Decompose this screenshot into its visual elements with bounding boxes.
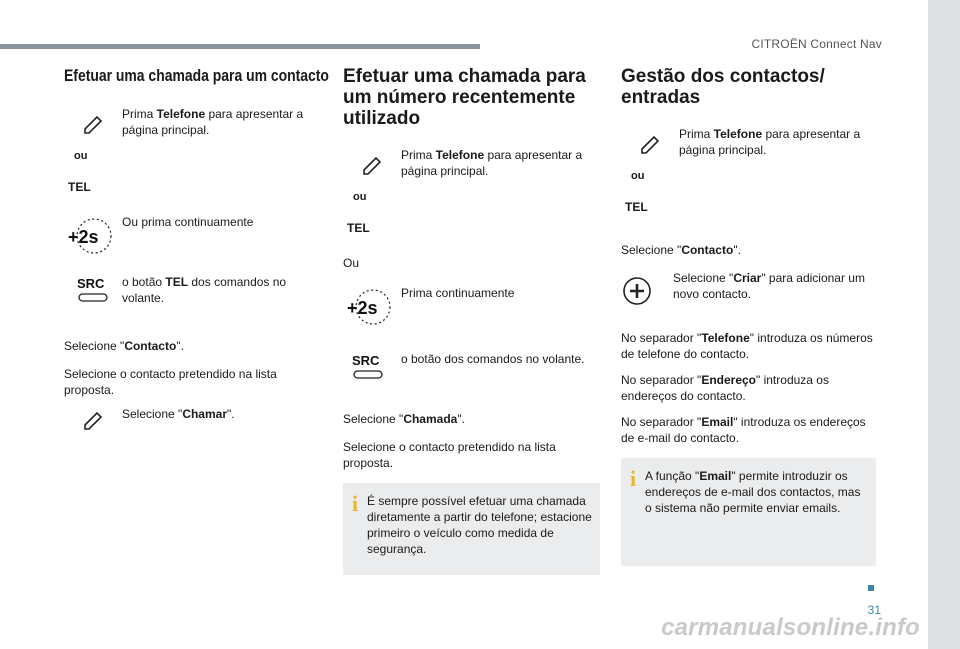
paragraph: Selecione "Chamada". [343, 412, 465, 426]
pen-icon [639, 134, 661, 156]
page-marker [868, 585, 874, 591]
svg-text:+2s: +2s [68, 227, 99, 247]
header-bar [0, 44, 480, 49]
page-number: 31 [867, 603, 881, 617]
info-box: i É sempre possível efetuar uma chamada diretamente a partir do telefone; estacione primeiro o veículo como medida de segurança. [343, 483, 600, 575]
pen-icon [82, 410, 104, 432]
paragraph: Selecione "Contacto". [64, 339, 184, 353]
svg-text:+2s: +2s [347, 298, 378, 318]
pen-icon [361, 155, 383, 177]
step-press-phone: Prima Telefone para apresentar a página principal. [64, 106, 322, 150]
step-create: Selecione "Criar" para adicionar um novo contacto. [621, 270, 876, 322]
section-title: Gestão dos contactos/ entradas [621, 66, 825, 108]
svg-text:SRC: SRC [352, 353, 380, 368]
info-box: i A função "Email" permite introduzir os endereços de e-mail dos contactos, mas o sistema não permite enviar emails. [621, 458, 876, 566]
step-src: SRC o botão dos comandos no volante. [343, 351, 600, 401]
add-circle-icon [622, 276, 652, 306]
section-call-recent [343, 66, 600, 575]
src-button-icon [76, 275, 110, 305]
hold-2s-icon [66, 214, 114, 258]
info-icon: i [630, 466, 637, 491]
section-title: Efetuar uma chamada para um número recentemente utilizado [343, 66, 586, 129]
step-call: Selecione "Chamar". [64, 406, 322, 436]
tel-label: TEL [625, 200, 648, 214]
section-call-contact [64, 66, 329, 436]
section-title: Efetuar uma chamada para um contacto [64, 66, 329, 85]
paragraph: Selecione "Contacto". [621, 243, 741, 257]
or-label: Ou [343, 256, 360, 270]
pen-icon [82, 114, 104, 136]
tel-label: TEL [68, 180, 91, 194]
step-src: SRC o botão TEL dos comandos no volante. [77, 275, 287, 305]
step-press-phone: Prima Telefone para apresentar a página principal. [343, 147, 600, 191]
or-label: ou [74, 150, 88, 162]
paragraph: Selecione o contacto pretendido na lista proposta. [64, 367, 277, 397]
src-button-icon [351, 352, 385, 382]
paragraph: No separador "Telefone" introduza os números de telefone do contacto. [621, 331, 873, 361]
brand-label: CITROËN Connect Nav [751, 37, 882, 51]
step-hold: +2s Prima continuamente [343, 285, 600, 341]
paragraph: Selecione o contacto pretendido na lista proposta. [343, 440, 556, 470]
side-strip [928, 0, 960, 649]
watermark: carmanualsonline.info [661, 614, 920, 641]
step-press-phone: Prima Telefone para apresentar a página principal. [621, 126, 876, 170]
or-label: ou [353, 191, 367, 203]
or-label: ou [631, 170, 645, 182]
info-icon: i [352, 491, 359, 516]
step-hold: +2s Ou prima continuamente [64, 214, 322, 270]
hold-2s-icon [345, 285, 393, 329]
section-manage-contacts [621, 66, 876, 566]
tel-label: TEL [347, 221, 370, 235]
paragraph: No separador "Endereço" introduza os endereços do contacto. [621, 373, 829, 403]
svg-text:SRC: SRC [77, 276, 105, 291]
paragraph: No separador "Email" introduza os endereços de e-mail do contacto. [621, 415, 866, 445]
